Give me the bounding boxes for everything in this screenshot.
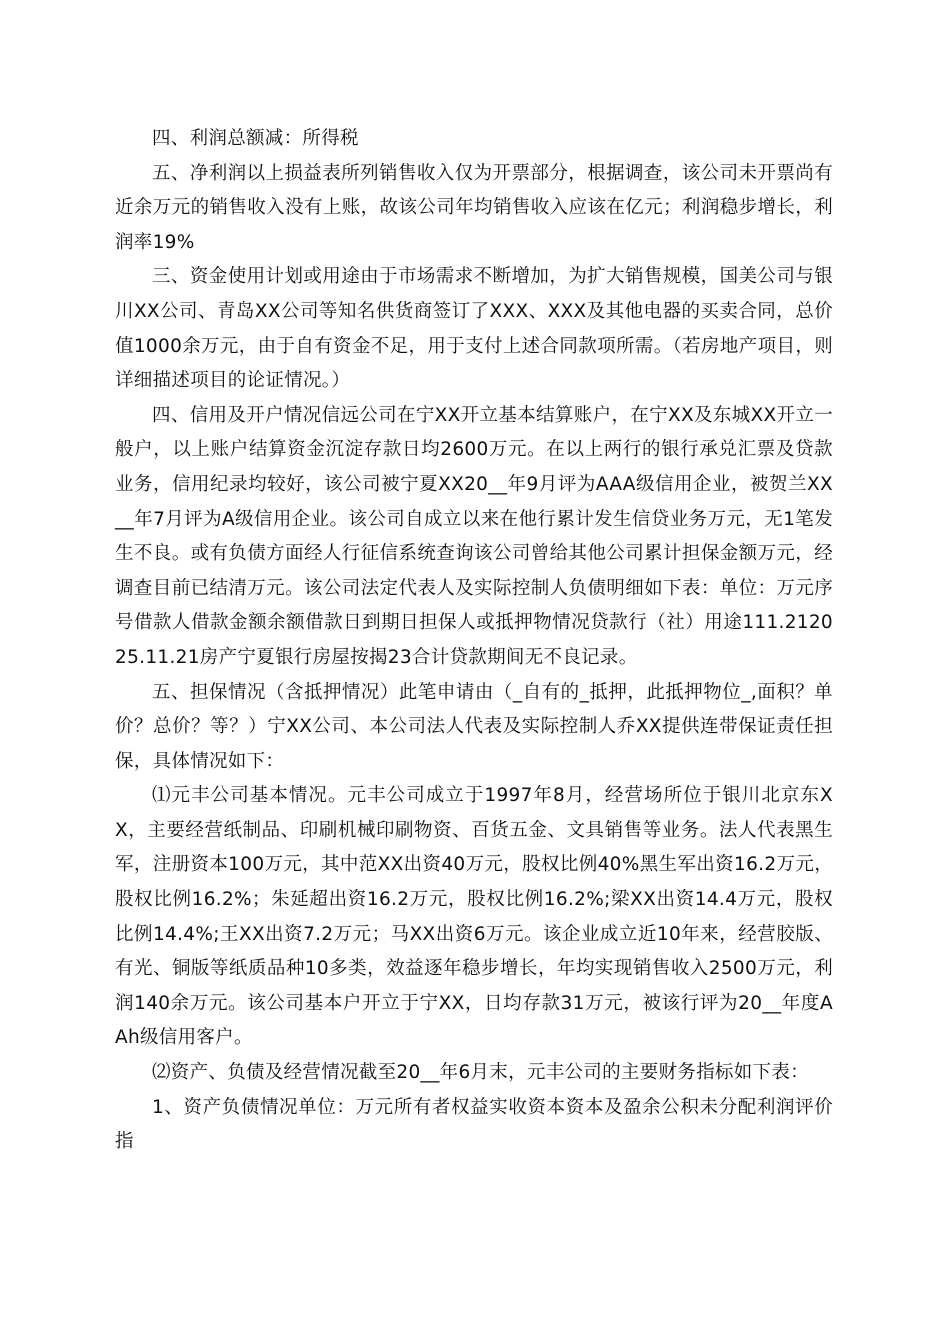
paragraph-net-profit: 五、净利润以上损益表所列销售收入仅为开票部分，根据调查，该公司未开票尚有近余万元的销售收入没有上账，故该公司年均销售收入应该在亿元；利润稳步增长，利润率19% xyxy=(115,162,833,253)
paragraph-company-basics: ⑴元丰公司基本情况。元丰公司成立于1997年8月，经营场所位于银川北京东XX，主要经营纸制品、印刷机械印刷物资、百货五金、文具销售等业务。法人代表黑生军，注册资本100万元，其中范XX出资40万元，股权比例40%黑生军出资16.2万元，股权比例16.2%；朱延超出资16.2万元，股权比例16.2%;梁XX出资14.4万元，股权比例14.4%;王XX出资7.2万元；马XX出资6万元。该企业成立近10年来，经营胶版、有光、铜版等纸质品种10多类，效益逐年稳步增长，年均实现销售收入2500万元，利润140余万元。该公司基本户开立于宁XX，日均存款31万元，被该行评为20__年度AAh级信用客户。 xyxy=(115,785,833,1049)
paragraph-profit-total: 四、利润总额减：所得税 xyxy=(152,128,359,149)
paragraph-credit-accounts: 四、信用及开户情况信远公司在宁XX开立基本结算账户，在宁XX及东城XX开立一般户，以上账户结算资金沉淀存款日均2600万元。在以上两行的银行承兑汇票及贷款业务，信用纪录均较好，该公司被宁夏XX20__年9月评为AAA级信用企业，被贺兰XX__年7月评为A级信用企业。该公司自成立以来在他行累计发生信贷业务万元，无1笔发生不良。或有负债方面经人行征信系统查询该公司曾给其他公司累计担保金额万元，经调查目前已结清万元。该公司法定代表人及实际控制人负债明细如下表：单位：万元序号借款人借款金额余额借款日到期日担保人或抵押物情况贷款行（社）用途111.212025.11.21房产宁夏银行房屋按揭23合计贷款期间无不良记录。 xyxy=(115,404,833,668)
paragraph-guarantee: 五、担保情况（含抵押情况）此笔申请由（_自有的_抵押，此抵押物位_,面积？单价？总价？等？）宁XX公司、本公司法人代表及实际控制人乔XX提供连带保证责任担保，具体情况如下： xyxy=(115,681,833,772)
document-body xyxy=(115,122,833,1160)
paragraph-fund-usage: 三、资金使用计划或用途由于市场需求不断增加，为扩大销售规模，国美公司与银川XX公司、青岛XX公司等知名供货商签订了XXX、XXX及其他电器的买卖合同，总价值1000余万元，由于自有资金不足，用于支付上述合同款项所需。（若房地产项目，则详细描述项目的论证情况。） xyxy=(115,266,833,392)
paragraph-balance-sheet: 1、资产负债情况单位：万元所有者权益实收资本资本及盈余公积未分配利润评价指 xyxy=(115,1096,833,1153)
paragraph-financial-status: ⑵资产、负债及经营情况截至20__年6月末，元丰公司的主要财务指标如下表： xyxy=(152,1062,809,1084)
